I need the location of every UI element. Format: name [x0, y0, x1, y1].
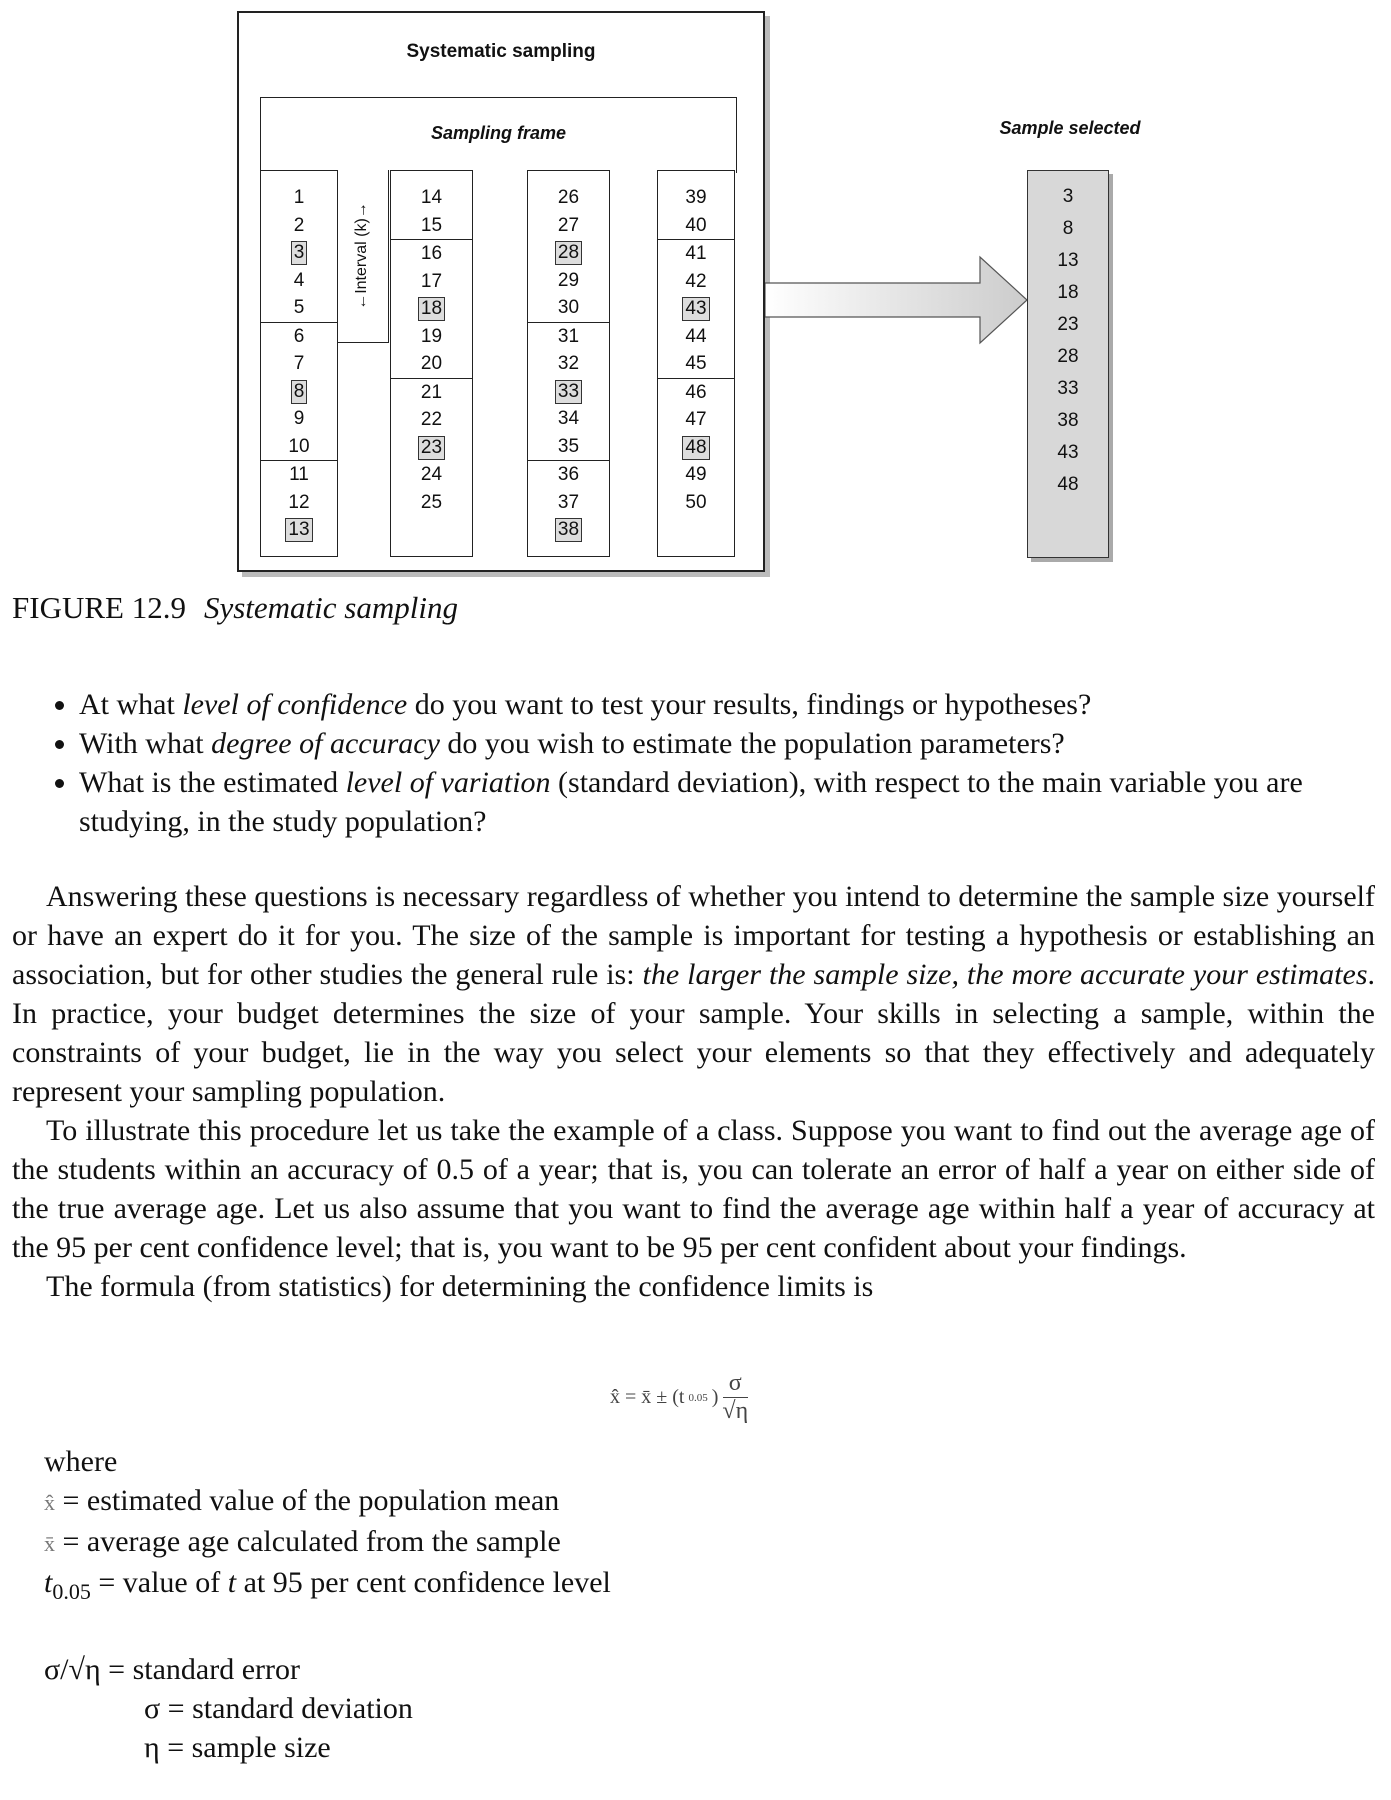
frame-column [390, 170, 473, 557]
number: 21 [420, 381, 443, 403]
caption-title: Systematic sampling [203, 590, 458, 625]
formula-sub: 0.05 [688, 1391, 708, 1404]
frame-group [391, 240, 472, 379]
frame-column [657, 170, 735, 557]
frame-number [528, 212, 609, 240]
number: 40 [685, 214, 707, 236]
number: 24 [420, 464, 443, 485]
number: 39 [685, 187, 707, 208]
frame-group [391, 184, 472, 240]
number: 10 [288, 435, 310, 457]
number: 47 [685, 409, 707, 430]
definition [44, 1481, 611, 1522]
frame-number [261, 350, 337, 378]
frame-number [261, 516, 337, 544]
frame-number [658, 268, 734, 296]
number: 25 [420, 491, 443, 513]
number: 31 [557, 325, 580, 347]
number: 34 [557, 408, 580, 429]
frame-number [391, 240, 472, 268]
text: What is the estimated [79, 766, 346, 799]
sample-number: 28 [1057, 346, 1079, 367]
number: 35 [557, 435, 580, 457]
definition: σ/√η = standard error [44, 1653, 300, 1686]
sample-selected-list [1027, 170, 1109, 558]
number: 49 [685, 464, 707, 485]
number: 41 [685, 243, 707, 264]
frame-number [658, 212, 734, 240]
definition [44, 1522, 611, 1563]
number: 14 [420, 187, 443, 208]
frame-number [528, 184, 609, 212]
frame-number [528, 461, 609, 489]
sampling-frame-header [260, 97, 737, 173]
frame-number [391, 323, 472, 351]
frame-number [261, 267, 337, 295]
sample-number: 13 [1057, 250, 1079, 271]
sample-selected-label: Sample selected [999, 118, 1141, 138]
list-item [79, 763, 1391, 841]
frame-number [528, 516, 609, 544]
definition [44, 1563, 611, 1611]
frame-number [391, 184, 472, 212]
interval-label: ←Interval (k)→ [353, 202, 370, 310]
frame-number [528, 267, 609, 295]
text: With what [79, 727, 212, 760]
interval-indicator [338, 170, 389, 343]
frame-number [528, 378, 609, 406]
text: at 95 per cent confidence level [236, 1566, 611, 1599]
frame-number [658, 184, 734, 212]
frame-column [260, 170, 338, 557]
paragraph [12, 1267, 1375, 1306]
frame-number [261, 489, 337, 517]
number: 26 [557, 187, 580, 208]
number: 19 [420, 325, 443, 347]
number: 37 [557, 491, 580, 513]
number: 27 [557, 214, 580, 236]
frame-group [261, 461, 337, 544]
number: 45 [685, 353, 707, 374]
definition: σ = standard deviation [144, 1692, 413, 1725]
frame-group [261, 184, 337, 323]
frame-column [527, 170, 610, 557]
frame-number [658, 323, 734, 351]
frame-number [658, 434, 734, 462]
text: do you wish to estimate the population parameters? [439, 727, 1065, 760]
sampling-frame-title: Sampling frame [430, 123, 567, 143]
text: The formula (from statistics) for determining the confidence limits is [46, 1270, 874, 1303]
frame-group [528, 461, 609, 544]
paragraph [12, 1111, 1375, 1267]
formula-paren: ) [711, 1386, 719, 1408]
frame-number [658, 240, 734, 268]
number: 2 [293, 214, 305, 236]
number: 16 [420, 243, 443, 264]
frame-group [658, 240, 734, 379]
frame-number [391, 212, 472, 240]
symbol: x̄ [44, 1531, 55, 1556]
sample-number: 43 [1057, 442, 1079, 463]
frame-number [391, 406, 472, 434]
sample-number: 33 [1057, 378, 1079, 399]
number: 7 [293, 353, 305, 374]
sample-number: 48 [1057, 474, 1079, 495]
frame-number [261, 378, 337, 406]
frame-number [391, 461, 472, 489]
sample-number: 18 [1057, 282, 1079, 303]
sample-number: 3 [1062, 186, 1074, 207]
frame-number [261, 405, 337, 433]
frame-number [658, 406, 734, 434]
list-item [79, 685, 1391, 724]
frame-number [261, 461, 337, 489]
number: 46 [685, 381, 707, 403]
body-text [12, 877, 1375, 1306]
frame-number [391, 379, 472, 407]
frame-group [658, 184, 734, 240]
frame-number [528, 239, 609, 267]
text: = value of [90, 1566, 228, 1599]
text: Answering these questions is necessary regardless of whether you intend to determine the sample size yourself or have an expert do it for you. The size of the sample is important for testing a hypothesis or establishing an association, but for other studies the general rule is: [12, 880, 1375, 991]
frame-number [528, 350, 609, 378]
frame-number [261, 239, 337, 267]
frame-number [391, 295, 472, 323]
text: At what [79, 688, 183, 721]
number: 42 [685, 270, 707, 292]
frame-number [528, 433, 609, 461]
frame-number [261, 184, 337, 212]
frame-group [391, 379, 472, 517]
sample-number: 23 [1057, 314, 1079, 335]
emphasis: degree of accuracy [211, 727, 440, 760]
number: 11 [289, 464, 309, 485]
text: . In practice, your budget determines the size of your sample. Your skills in selecting a sample, within the constraints of your budget, lie in the way you select your elements so that they effectively and adequately represent your sampling population. [12, 958, 1375, 1108]
emphasis: level of variation [345, 766, 551, 799]
paragraph [12, 877, 1375, 1111]
frame-number [528, 405, 609, 433]
frame-number [391, 268, 472, 296]
sample-number: 38 [1057, 410, 1079, 431]
number: 32 [557, 353, 580, 374]
number: 44 [685, 325, 707, 347]
frame-number [658, 461, 734, 489]
frame-number [261, 212, 337, 240]
frame-group [261, 323, 337, 462]
sample-number: 8 [1062, 218, 1074, 239]
text: (standard deviation), with respect to the main variable you are studying, in the study population? [79, 766, 1303, 838]
number: 22 [420, 409, 443, 430]
number: 9 [293, 408, 305, 429]
symbol: t [227, 1566, 237, 1599]
text: = estimated value of the population mean [55, 1484, 560, 1517]
frame-group [658, 379, 734, 517]
frame-number [391, 350, 472, 378]
numerator: σ [723, 1370, 748, 1398]
frame-number [261, 294, 337, 322]
number: 6 [293, 325, 305, 347]
arrow-right-icon [765, 255, 1030, 345]
selected-number: 28 [555, 241, 582, 265]
frame-number [528, 323, 609, 351]
number: 36 [557, 464, 580, 485]
figure-title: Systematic sampling [406, 41, 596, 62]
subscript: 0.05 [52, 1579, 91, 1604]
frame-number [261, 323, 337, 351]
caption-label: FIGURE 12.9 [12, 590, 186, 625]
number: 15 [420, 214, 443, 236]
emphasis: level of confidence [182, 688, 408, 721]
number: 12 [288, 491, 310, 513]
selected-number: 23 [418, 436, 445, 460]
selected-number: 13 [285, 518, 312, 542]
selected-number: 38 [555, 518, 582, 542]
frame-group [528, 184, 609, 323]
where-label: where [44, 1445, 118, 1478]
frame-number [528, 294, 609, 322]
definitions [44, 1442, 611, 1767]
number: 4 [293, 269, 305, 291]
figure-caption [12, 590, 458, 626]
symbol: x̂ [44, 1490, 55, 1515]
frame-number [658, 379, 734, 407]
definition: η = sample size [144, 1731, 331, 1764]
frame-number [528, 489, 609, 517]
selected-number: 18 [418, 297, 445, 321]
text: do you want to test your results, findings or hypotheses? [407, 688, 1092, 721]
number: 20 [420, 353, 443, 374]
list-item [79, 724, 1391, 763]
selected-number: 43 [682, 297, 709, 321]
selected-number: 3 [291, 241, 308, 265]
frame-group [528, 323, 609, 462]
confidence-limits-formula [610, 1370, 748, 1425]
selected-number: 33 [555, 380, 582, 404]
number: 50 [685, 491, 707, 513]
number: 29 [557, 269, 580, 291]
formula-lhs: x̂ = x̄ ± (t [610, 1386, 685, 1408]
frame-number [658, 489, 734, 517]
question-list [42, 685, 1391, 841]
selected-number: 48 [682, 436, 709, 460]
frame-number [391, 434, 472, 462]
text: = average age calculated from the sample [55, 1525, 561, 1558]
text: To illustrate this procedure let us take the example of a class. Suppose you want to find out the average age of the students within an accuracy of 0.5 of a year; that is, you can tolerate an error of half a year on either side of the true average age. Let us also assume that you want to find the average age within half a year of accuracy at the 95 per cent confidence level; that is, you want to be 95 per cent confident about your findings. [12, 1114, 1375, 1264]
denominator: √η [722, 1398, 749, 1424]
emphasis: the larger the sample size, the more accurate your estimates [642, 958, 1368, 991]
number: 5 [293, 297, 305, 318]
frame-number [658, 295, 734, 323]
formula-fraction [722, 1370, 748, 1425]
number: 1 [293, 187, 305, 208]
frame-number [391, 489, 472, 517]
number: 30 [557, 297, 580, 318]
symbol: t [44, 1566, 53, 1599]
frame-number [261, 433, 337, 461]
frame-number [658, 350, 734, 378]
selected-number: 8 [291, 380, 308, 404]
number: 17 [420, 270, 443, 292]
